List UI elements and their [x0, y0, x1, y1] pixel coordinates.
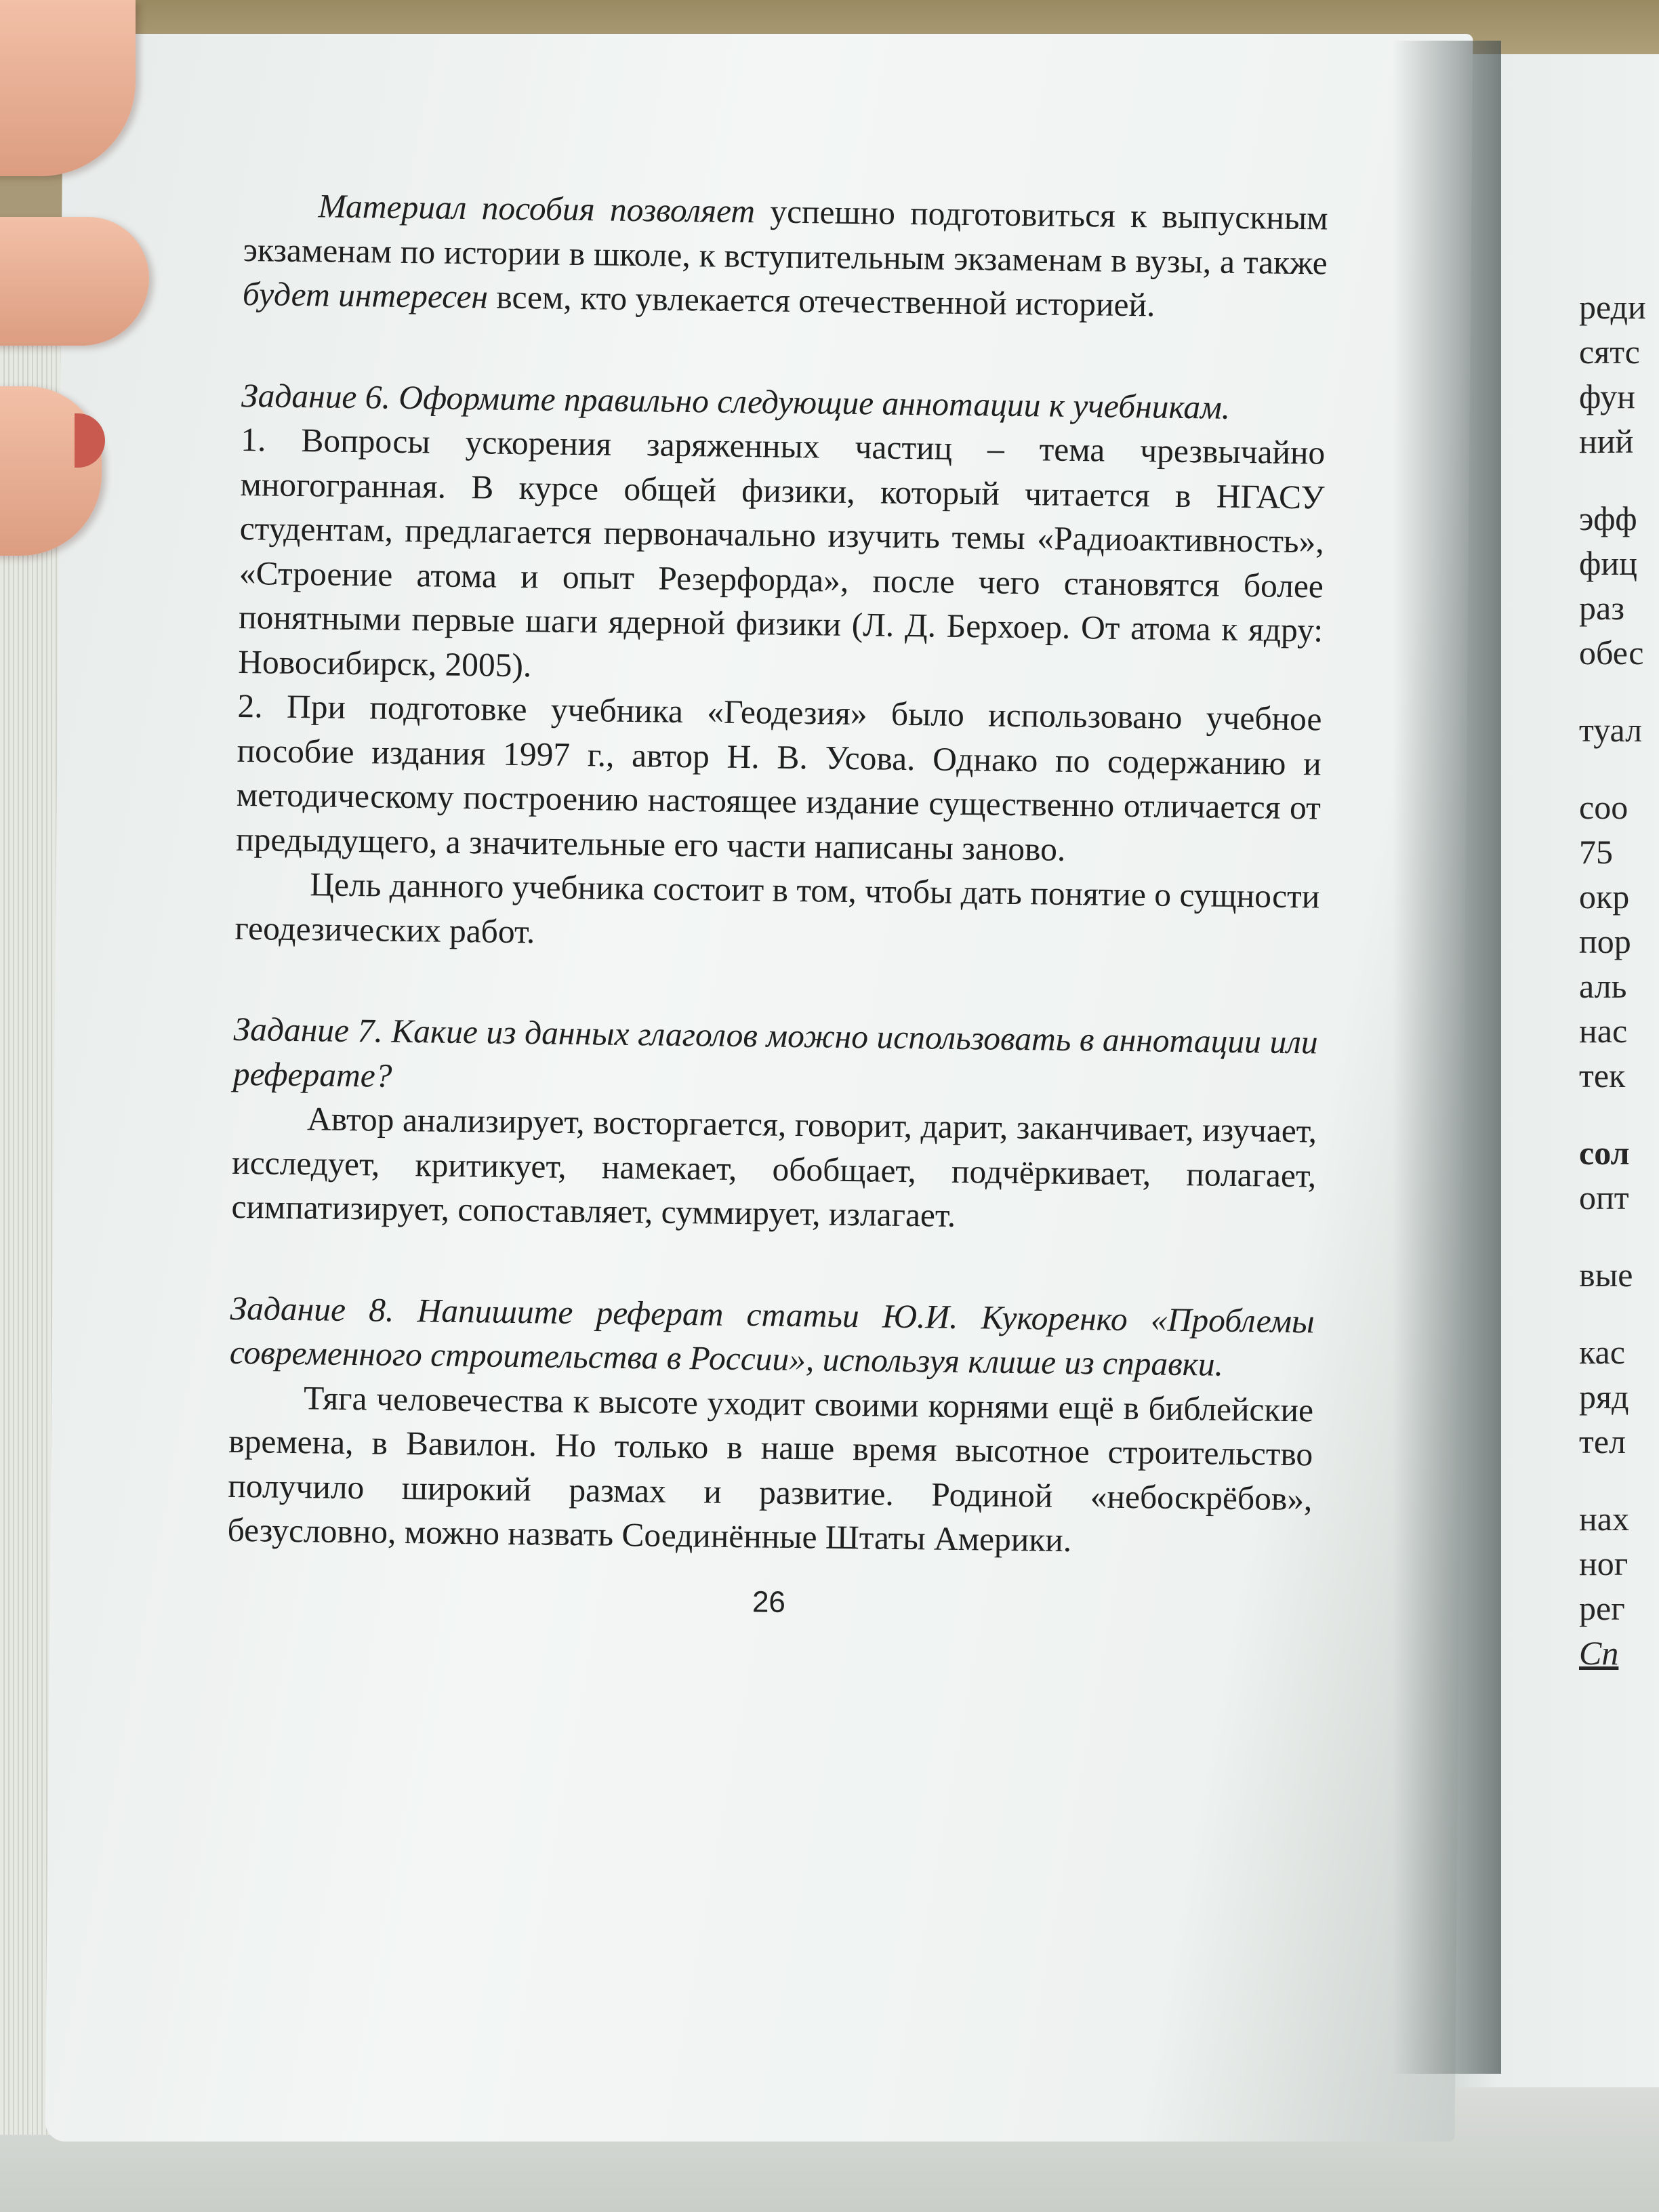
- right-page-fragment: кас: [1579, 1333, 1625, 1371]
- intro-paragraph: [243, 183, 1328, 329]
- right-page-fragment: сол: [1579, 1134, 1630, 1172]
- right-page-text-fragments: [1579, 285, 1659, 1675]
- right-page-fragment: нах: [1579, 1500, 1629, 1538]
- right-page-fragment: рег: [1579, 1589, 1625, 1627]
- intro-italic-lead: Материал пособия позволяет: [318, 187, 756, 230]
- right-page-fragment: 75: [1579, 833, 1613, 871]
- right-page-fragment: аль: [1579, 967, 1627, 1005]
- right-page-fragment: раз: [1579, 589, 1624, 627]
- right-page-gap: [1579, 1464, 1659, 1496]
- right-page-fragment: соо: [1579, 788, 1629, 826]
- right-page-gap: [1579, 1098, 1659, 1130]
- right-page-gap: [1579, 1297, 1659, 1330]
- right-page-fragment: сятс: [1579, 333, 1640, 371]
- right-page-fragment: фиц: [1579, 544, 1637, 582]
- task6-item-2-text: При подготовке учебника «Геодезия» было использовано учебное пособие издания 1997 г., автор Н. В. Усова. Однако по содержанию и методическому построению настоящее издание существенно отличается от предыдущего, а значительные его части написаны заново.: [235, 687, 1322, 868]
- task7-body: Автор анализирует, восторгается, говорит, дарит, заканчивает, изучает, исследует, критикует, намекает, обобщает, подчёркивает, полагает, симпатизирует, сопоставляет, суммирует, излагает.: [231, 1100, 1317, 1234]
- right-page-fragment: окр: [1579, 878, 1630, 916]
- right-page-fragment: опт: [1579, 1179, 1629, 1216]
- finger-middle: [0, 217, 149, 346]
- right-page-fragment: пор: [1579, 922, 1631, 960]
- task6-item-2-number: 2.: [237, 687, 264, 725]
- task6-item-1: [238, 417, 1326, 697]
- task7-heading: Задание 7. Какие из данных глаголов можно использовать в аннотации или реферате?: [232, 1010, 1318, 1094]
- right-page-fragment: фун: [1579, 377, 1635, 415]
- book-gutter-shadow: [1393, 41, 1501, 2074]
- intro-text-2: всем, кто увлекается отечественной историей.: [487, 278, 1155, 324]
- task6-item-2-continuation: Цель данного учебника состоит в том, чтобы дать понятие о сущности геодезических работ.: [234, 865, 1320, 950]
- task8-heading: Задание 8. Напишите реферат статьи Ю.И. Кукоренко «Проблемы современного строительства в России», используя клише из справки.: [229, 1289, 1315, 1383]
- task6-heading: Задание 6. Оформите правильно следующие аннотации к учебникам.: [241, 376, 1231, 426]
- task6-item-1-text: Вопросы ускорения заряженных частиц – тема чрезвычайно многогранная. В курсе общей физики, который читается в НГАСУ студентам, предлагается первоначально изучить темы «Радиоактивность», «Строение атома и опыт Резерфорда», после чего становятся более понятными первые шаги ядерной физики (Л. Д. Берхоер. От атома к ядру: Новосибирск, 2005).: [238, 422, 1326, 684]
- right-page-fragment: тек: [1579, 1057, 1626, 1094]
- right-page-fragment: ний: [1579, 422, 1634, 460]
- task6-item-1-number: 1.: [241, 420, 266, 459]
- right-page-fragment: ног: [1579, 1544, 1629, 1582]
- task6-item-2: [236, 684, 1322, 875]
- right-page-gap: [1579, 464, 1659, 496]
- right-page-fragment: реди: [1579, 288, 1646, 326]
- task8-body: Тяга человечества к высоте уходит своими корнями ещё в библейские времена, в Вавилон. Но только в наше время высотное строительство получило широкий размах и развитие. Родиной «небоскрёбов», безусловно, можно назвать Соединённые Штаты Америки.: [227, 1378, 1314, 1559]
- page-number: 26: [752, 1584, 786, 1619]
- right-page-fragment: ряд: [1579, 1378, 1629, 1416]
- right-page-fragment: эфф: [1579, 499, 1637, 537]
- right-page-fragment: туал: [1579, 711, 1643, 749]
- right-page-fragment: обес: [1579, 634, 1644, 672]
- right-page-gap: [1579, 752, 1659, 785]
- right-page-gap: [1579, 675, 1659, 708]
- right-page-fragment: тел: [1579, 1422, 1626, 1460]
- right-page-fragment: нас: [1579, 1012, 1628, 1050]
- intro-text-1: успешно подготовиться к выпускным экзаменам по истории в школе, к вступительным экзаменам в вузы, а также: [243, 192, 1328, 282]
- right-page-gap: [1579, 1220, 1659, 1252]
- left-page-text: [226, 183, 1328, 1629]
- right-page-fragment: вые: [1579, 1256, 1633, 1294]
- intro-italic-mid: будет интересен: [242, 274, 489, 316]
- right-page-fragment: Сп: [1579, 1634, 1619, 1672]
